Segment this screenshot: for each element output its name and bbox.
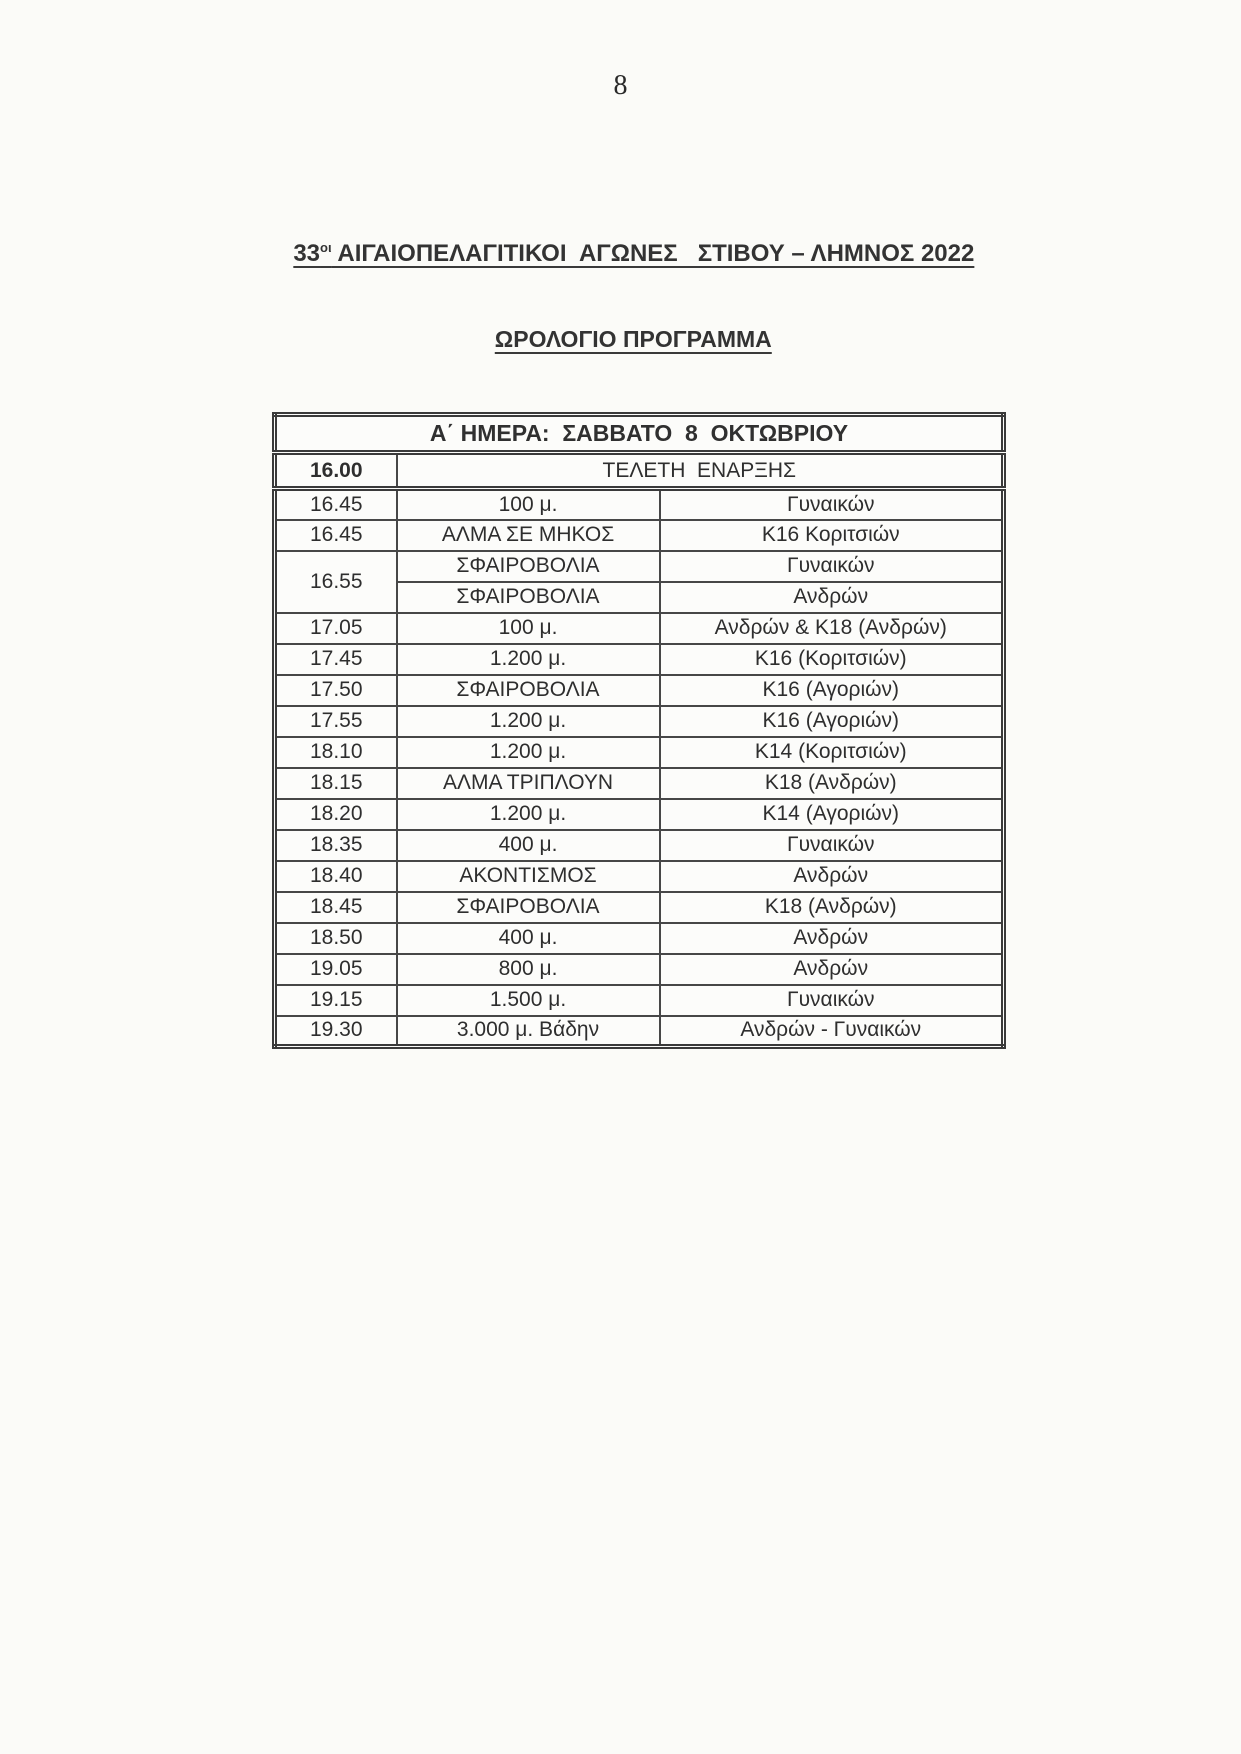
time-cell: 18.40 [275, 861, 397, 892]
event-cell: 400 μ. [397, 923, 660, 954]
event-cell: ΑΚΟΝΤΙΣΜΟΣ [397, 861, 660, 892]
time-cell: 16.45 [275, 489, 397, 520]
category-cell: Κ16 Κοριτσιών [660, 520, 1004, 551]
schedule-row [275, 954, 1004, 985]
schedule-row [275, 830, 1004, 861]
event-cell: 800 μ. [397, 954, 660, 985]
time-cell: 16.00 [275, 453, 397, 489]
document-subtitle [0, 299, 1241, 380]
schedule-row [275, 706, 1004, 737]
schedule-row [275, 613, 1004, 644]
category-cell: Γυναικών [660, 830, 1004, 861]
opening-ceremony-row [275, 453, 1004, 489]
document-subtitle-text: ΩΡΟΛΟΓΙΟ ΠΡΟΓΡΑΜΜΑ [494, 326, 772, 352]
time-cell: 16.55 [275, 551, 397, 613]
category-cell: Κ14 (Κοριτσιών) [660, 737, 1004, 768]
event-cell: 1.200 μ. [397, 706, 660, 737]
category-cell: Κ18 (Ανδρών) [660, 768, 1004, 799]
event-cell: 1.500 μ. [397, 985, 660, 1016]
schedule-row [275, 1016, 1004, 1047]
event-cell: ΣΦΑΙΡΟΒΟΛΙΑ [397, 551, 660, 582]
time-cell: 17.45 [275, 644, 397, 675]
category-cell: Κ16 (Κοριτσιών) [660, 644, 1004, 675]
schedule-row [275, 861, 1004, 892]
schedule-row [275, 520, 1004, 551]
time-cell: 18.50 [275, 923, 397, 954]
title-superscript: οι [320, 240, 332, 255]
time-cell: 18.15 [275, 768, 397, 799]
schedule-row [275, 768, 1004, 799]
time-cell: 17.55 [275, 706, 397, 737]
document-title [0, 212, 1241, 296]
category-cell: Κ16 (Αγοριών) [660, 706, 1004, 737]
schedule-row [275, 985, 1004, 1016]
event-cell: 1.200 μ. [397, 644, 660, 675]
time-cell: 19.05 [275, 954, 397, 985]
category-cell: Ανδρών - Γυναικών [660, 1016, 1004, 1047]
day-header-row [275, 415, 1004, 453]
time-cell: 18.35 [275, 830, 397, 861]
schedule-rows [275, 489, 1004, 1047]
category-cell: Ανδρών [660, 954, 1004, 985]
event-cell: 1.200 μ. [397, 799, 660, 830]
schedule-table [272, 412, 1006, 1049]
schedule-row [275, 551, 1004, 582]
time-cell: 17.50 [275, 675, 397, 706]
schedule-row [275, 892, 1004, 923]
event-cell: ΣΦΑΙΡΟΒΟΛΙΑ [397, 582, 660, 613]
time-cell: 18.45 [275, 892, 397, 923]
document-title-text [293, 240, 974, 267]
category-cell: Ανδρών [660, 923, 1004, 954]
category-cell: Κ16 (Αγοριών) [660, 675, 1004, 706]
category-cell: Κ18 (Ανδρών) [660, 892, 1004, 923]
event-cell: 3.000 μ. Βάδην [397, 1016, 660, 1047]
event-cell: ΣΦΑΙΡΟΒΟΛΙΑ [397, 892, 660, 923]
schedule-row [275, 489, 1004, 520]
time-cell: 16.45 [275, 520, 397, 551]
event-cell: ΑΛΜΑ ΤΡΙΠΛΟΥΝ [397, 768, 660, 799]
time-cell: 19.30 [275, 1016, 397, 1047]
event-cell: ΑΛΜΑ ΣΕ ΜΗΚΟΣ [397, 520, 660, 551]
event-cell: ΣΦΑΙΡΟΒΟΛΙΑ [397, 675, 660, 706]
event-cell: 100 μ. [397, 489, 660, 520]
schedule-row [275, 923, 1004, 954]
title-rest: ΑΙΓΑΙΟΠΕΛΑΓΙΤΙΚΟΙ ΑΓΩΝΕΣ ΣΤΙΒΟΥ – ΛΗΜΝΟΣ 2022 [331, 240, 975, 267]
event-cell: ΤΕΛΕΤΗ ΕΝΑΡΞΗΣ [397, 453, 1004, 489]
title-number: 33 [293, 240, 321, 267]
schedule-row [275, 644, 1004, 675]
day-header: Α΄ ΗΜΕΡΑ: ΣΑΒΒΑΤΟ 8 ΟΚΤΩΒΡΙΟΥ [275, 415, 1004, 453]
time-cell: 19.15 [275, 985, 397, 1016]
schedule-row [275, 799, 1004, 830]
category-cell: Γυναικών [660, 985, 1004, 1016]
category-cell: Γυναικών [660, 551, 1004, 582]
category-cell: Ανδρών & Κ18 (Ανδρών) [660, 613, 1004, 644]
event-cell: 1.200 μ. [397, 737, 660, 768]
time-cell: 18.10 [275, 737, 397, 768]
time-cell: 17.05 [275, 613, 397, 644]
category-cell: Ανδρών [660, 861, 1004, 892]
time-cell: 18.20 [275, 799, 397, 830]
category-cell: Κ14 (Αγοριών) [660, 799, 1004, 830]
event-cell: 400 μ. [397, 830, 660, 861]
page-number: 8 [613, 70, 628, 101]
event-cell: 100 μ. [397, 613, 660, 644]
schedule-row [275, 737, 1004, 768]
category-cell: Γυναικών [660, 489, 1004, 520]
schedule-row [275, 675, 1004, 706]
category-cell: Ανδρών [660, 582, 1004, 613]
